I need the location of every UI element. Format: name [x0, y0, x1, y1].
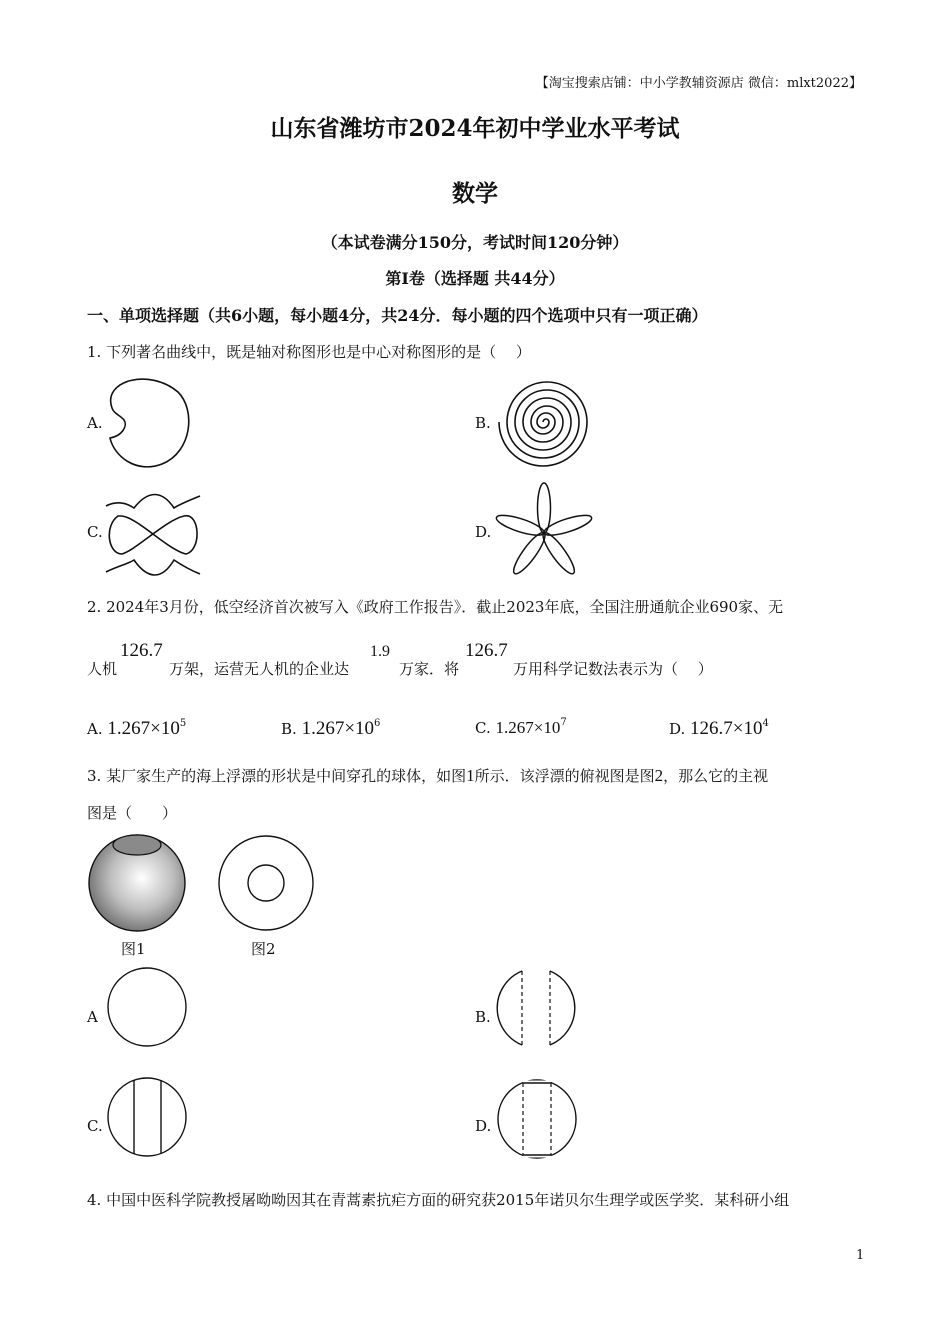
q2-line1: 2. 2024年3月份，低空经济首次被写入《政府工作报告》．截止2023年底，全国注册通航企业690家、无	[87, 598, 784, 616]
q1-stem: 1. 下列著名曲线中，既是轴对称图形也是中心对称图形的是（ ）	[87, 343, 531, 361]
q3-line2: 图是（ ）	[87, 804, 178, 822]
q2-option-c[interactable]	[475, 718, 567, 738]
q1-option-d-label[interactable]: D.	[475, 523, 492, 541]
cardioid-curve	[110, 379, 189, 467]
volume-title: 第Ⅰ卷（选择题 共44分）	[385, 269, 565, 288]
page-number: 1	[856, 1248, 865, 1263]
q3-figure-2	[216, 834, 316, 934]
q3-text-c: ，那么它的主视	[663, 767, 769, 785]
top-view-inner-circle	[248, 865, 284, 901]
section-title: 一、单项选择题（共6小题，每小题4分，共24分．每小题的四个选项中只有一项正确）	[87, 306, 708, 325]
q2-option-b[interactable]	[281, 718, 380, 740]
q3-figure-1	[86, 832, 188, 934]
spiral-curve	[499, 382, 587, 466]
q2-option-b-exp: 6	[374, 718, 381, 729]
page-title: 山东省潍坊市2024年初中学业水平考试	[270, 115, 680, 142]
rose-curve	[494, 483, 593, 577]
q2-number-3: 126.7	[465, 640, 508, 661]
q2-number-2: 1.9	[370, 643, 390, 660]
q2-option-d[interactable]	[669, 718, 769, 740]
q2-text-b: 万架，运营无人机的企业达	[169, 660, 350, 678]
q2-option-a-base: 1.267×10	[107, 718, 180, 739]
q2-option-a[interactable]	[87, 718, 186, 740]
q2-option-a-label: A.	[87, 720, 103, 738]
q1-option-b-figure[interactable]	[494, 372, 600, 468]
q3-text-a: 3. 某厂家生产的海上浮漂的形状是中间穿孔的球体，如图	[87, 767, 467, 785]
q3-option-a-figure[interactable]	[106, 967, 190, 1049]
q3-option-b-label[interactable]: B.	[475, 1008, 491, 1026]
q3-line1	[87, 765, 768, 786]
q1-option-d-figure[interactable]	[494, 480, 594, 578]
q2-option-b-base: 1.267×10	[301, 718, 375, 739]
q1-option-b-label[interactable]: B.	[475, 414, 491, 432]
q2-text-d: 万用科学记数法表示为（ ）	[513, 660, 713, 678]
q3-option-b-figure[interactable]	[494, 967, 580, 1049]
q2-option-c-label: C.	[475, 719, 491, 737]
q3-option-d-label[interactable]: D.	[475, 1117, 492, 1135]
q3-fig-num-1: 1	[466, 766, 475, 785]
q2-option-d-base: 126.7×10	[690, 718, 763, 739]
subject-title: 数学	[452, 180, 498, 207]
float-hole	[113, 835, 161, 855]
lemniscate-curve	[106, 495, 200, 576]
q3-text-b: 所示．该浮漂的俯视图是图	[474, 767, 655, 785]
q2-text-c: 万家．将	[399, 660, 460, 678]
q1-option-c-figure[interactable]	[104, 492, 204, 578]
q2-option-d-exp: 4	[762, 718, 769, 729]
q3-option-d-figure[interactable]	[494, 1078, 580, 1162]
q3-fig1-caption: 图1	[121, 940, 146, 958]
q3-fig2-caption: 图2	[251, 940, 276, 958]
q4-line1: 4. 中国中医科学院教授屠呦呦因其在青蒿素抗疟方面的研究获2015年诺贝尔生理学或医学奖．某科研小组	[87, 1191, 790, 1209]
q3-option-c-figure[interactable]	[106, 1076, 190, 1160]
q2-option-a-exp: 5	[179, 718, 187, 729]
exam-info: （本试卷满分150分，考试时间120分钟）	[321, 233, 629, 252]
q2-option-b-label: B.	[281, 720, 297, 738]
q1-option-a-figure[interactable]	[100, 370, 200, 470]
q3-option-c-label[interactable]: C.	[87, 1117, 103, 1135]
q3-fig-num-2: 2	[654, 766, 664, 785]
header-note: 【淘宝搜索店铺：中小学教辅资源店 微信：mlxt2022】	[535, 76, 862, 91]
q2-option-c-exp: 7	[560, 717, 567, 728]
q2-option-d-label: D.	[669, 720, 686, 738]
q2-option-c-base: 1.267×10	[495, 718, 561, 737]
q1-option-a-label[interactable]: A.	[87, 414, 103, 432]
top-view-outer-circle	[219, 836, 313, 930]
q2-number-1: 126.7	[120, 640, 163, 661]
q3-option-a-label[interactable]: A	[87, 1008, 98, 1026]
q1-option-c-label[interactable]: C.	[87, 523, 103, 541]
q2-text-a: 人机	[87, 660, 118, 678]
